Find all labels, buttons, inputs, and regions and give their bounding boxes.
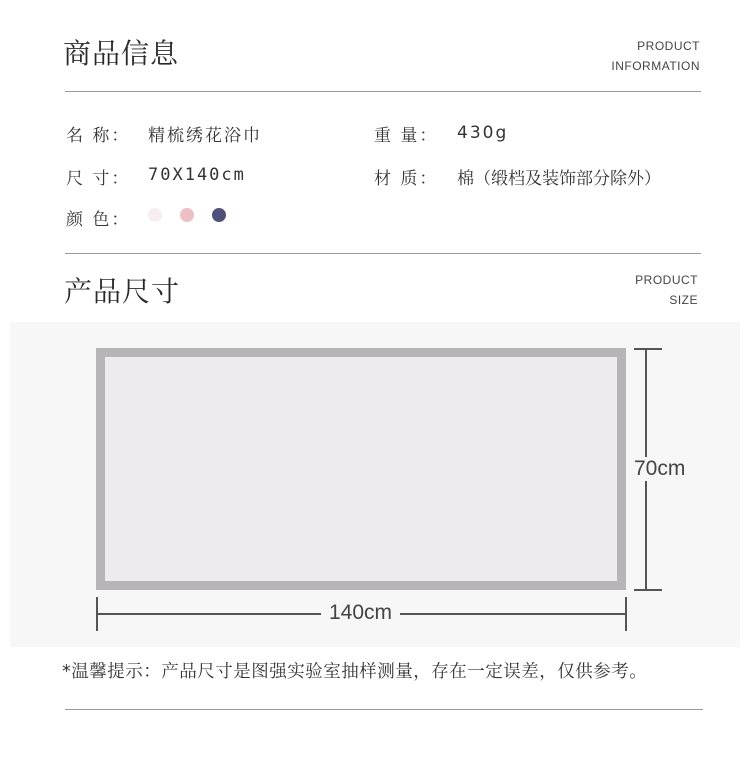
weight-value: 430g [457,123,509,143]
color-swatch-white[interactable] [148,208,162,222]
size-en-line2: SIZE [669,293,698,307]
info-en-line1: PRODUCT [637,39,700,53]
height-tick-top [634,348,662,350]
size-en-line1: PRODUCT [635,273,698,287]
bottom-divider [65,709,703,710]
info-divider [65,91,701,92]
color-swatch-navy[interactable] [212,208,226,222]
name-label: 名 称： [66,126,131,146]
name-value: 精梳绣花浴巾 [148,126,262,146]
material-label: 材 质： [374,169,439,189]
color-swatch-pink[interactable] [180,208,194,222]
size-en-label [635,270,698,310]
size-title: 产品尺寸 [64,275,181,308]
size-label: 尺 寸： [66,169,131,189]
weight-label: 重 量： [374,126,439,146]
material-value: 棉（缎档及装饰部分除外） [457,169,661,189]
info-en-line2: INFORMATION [611,59,700,73]
height-tick-bottom [634,589,662,591]
size-divider [65,253,701,254]
towel-body [105,357,617,581]
color-label: 颜 色： [66,210,131,230]
info-en-label [611,36,700,76]
info-title: 商品信息 [63,37,180,70]
height-dimension-label: 70cm [634,457,686,480]
disclaimer-note: *温馨提示：产品尺寸是图强实验室抽样测量，存在一定误差，仅供参考。 [62,662,648,682]
width-dimension-label: 140cm [321,601,400,625]
size-value: 70X140cm [148,165,246,185]
